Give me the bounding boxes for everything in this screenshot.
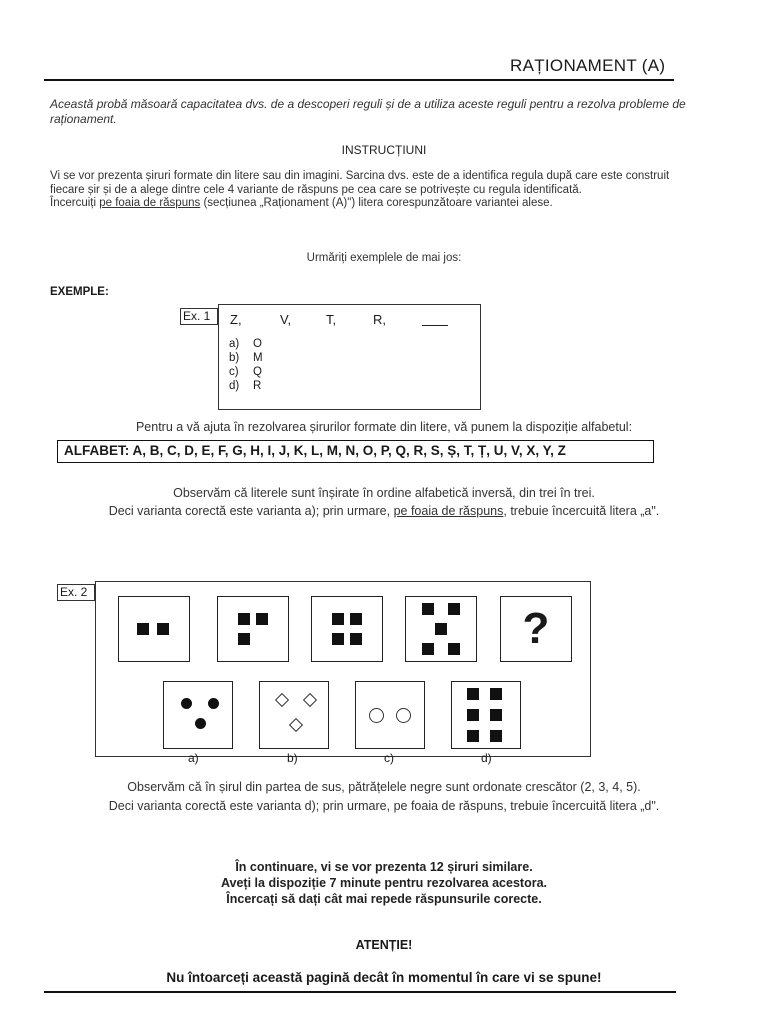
warning-title: ATENȚIE! — [355, 938, 413, 952]
answer-option-a-tile — [163, 681, 233, 749]
explanation-1-line-2: Deci varianta corectă este varianta a); prin urmare, pe foaia de răspuns, trebuie încercuită litera „a". — [108, 504, 660, 518]
outline-circle — [396, 708, 411, 723]
examples-intro: Urmăriți exemplele de mai jos: — [306, 252, 462, 264]
sequence-tile-4-squares — [311, 596, 383, 662]
alphabet-lead: Pentru a vă ajuta în rezolvarea șirurilor formate din litere, vă punem la dispoziție alfabetul: — [135, 420, 633, 434]
black-square — [422, 603, 434, 615]
black-square — [256, 613, 268, 625]
black-square — [238, 613, 250, 625]
black-square — [490, 730, 502, 742]
black-square — [332, 633, 344, 645]
black-square — [350, 613, 362, 625]
answer-option-d-label: d) — [481, 751, 492, 765]
answer-option-b-tile — [259, 681, 329, 749]
closing-instructions — [0, 859, 768, 907]
outline-diamond — [275, 693, 289, 707]
black-dot — [181, 698, 192, 709]
black-square — [490, 688, 502, 700]
sequence-tile-2-squares — [118, 596, 190, 662]
alphabet-box: ALFABET: A, B, C, D, E, F, G, H, I, J, K, L, M, N, O, P, Q, R, S, Ș, T, Ț, U, V, X, Y, Z — [57, 440, 654, 463]
answer-sheet-ref: pe foaia de răspuns — [99, 197, 201, 209]
example-2-explanation — [0, 778, 768, 816]
examples-label: EXEMPLE: — [50, 286, 109, 298]
instructions-line-2-post: (secțiunea „Raționament (A)") litera corespunzătoare variantei alese. — [200, 197, 553, 209]
outline-circle — [369, 708, 384, 723]
instructions-line-2 — [50, 197, 690, 211]
example-1-option: d) R — [229, 380, 262, 392]
black-dot — [208, 698, 219, 709]
black-square — [332, 613, 344, 625]
answer-option-b-label: b) — [287, 751, 298, 765]
sequence-tile-5-squares — [405, 596, 477, 662]
black-square — [422, 643, 434, 655]
outline-diamond — [303, 693, 317, 707]
example-1-seq-item: T, — [326, 312, 337, 327]
closing-line-2: Aveți la dispoziție 7 minute pentru rezolvarea acestora. — [220, 876, 548, 890]
answer-option-a-label: a) — [188, 751, 199, 765]
instructions-line-2-pre: Încercuiți — [50, 197, 100, 209]
example-1-explanation — [0, 484, 768, 520]
instructions-body — [50, 170, 690, 211]
black-dot — [195, 718, 206, 729]
black-square — [435, 623, 447, 635]
answer-option-c-tile — [355, 681, 425, 749]
bottom-rule — [44, 991, 676, 993]
black-square — [467, 709, 479, 721]
explanation-2-line-1: Observăm că în șirul din partea de sus, pătrățelele negre sunt ordonate crescător (2, 3, 4, 5). — [127, 780, 641, 794]
sequence-tile-3-squares — [217, 596, 289, 662]
black-square — [467, 688, 479, 700]
example-1-seq-item: R, — [373, 312, 386, 327]
example-1-option: b) M — [229, 352, 263, 364]
black-square — [137, 623, 149, 635]
answer-option-c-label: c) — [384, 751, 394, 765]
answer-option-d-tile — [451, 681, 521, 749]
explanation-2-line-2: Deci varianta corectă este varianta d); prin urmare, pe foaia de răspuns, trebuie încercuită litera „d". — [108, 799, 660, 813]
black-square — [490, 709, 502, 721]
closing-line-3: Încercați să dați cât mai repede răspunsurile corecte. — [226, 892, 542, 906]
question-mark: ? — [522, 604, 550, 653]
explanation-1-line-1: Observăm că literele sunt înșirate în ordine alfabetică inversă, din trei în trei. — [173, 486, 595, 500]
black-square — [448, 603, 460, 615]
outline-diamond — [289, 718, 303, 732]
question-tile — [500, 596, 572, 662]
top-rule — [44, 79, 674, 81]
test-intro: Această probă măsoară capacitatea dvs. de a descoperi reguli și de a utiliza aceste reguli pentru a rezolva probleme de raționament. — [50, 97, 686, 126]
example-1-option: c) Q — [229, 366, 262, 378]
black-square — [350, 633, 362, 645]
instructions-title: INSTRUCȚIUNI — [341, 143, 427, 157]
black-square — [448, 643, 460, 655]
example-2-tag: Ex. 2 — [57, 584, 95, 601]
example-1-seq-item: Z, — [230, 312, 242, 327]
black-square — [467, 730, 479, 742]
example-1-blank — [422, 325, 448, 326]
example-1-seq-item: V, — [280, 312, 292, 327]
answer-sheet-ref: pe foaia de răspuns — [393, 504, 504, 518]
black-square — [238, 633, 250, 645]
black-square — [157, 623, 169, 635]
warning-text: Nu întoarceți această pagină decât în momentul în care vi se spune! — [166, 970, 602, 985]
example-1-tag: Ex. 1 — [180, 308, 218, 325]
instructions-line-1: Vi se vor prezenta șiruri formate din litere sau din imagini. Sarcina dvs. este de a identifica regula după care este construit fiecare șir și de a alege dintre cele 4 variante de răspuns pe cea care se potrivește cu regula identificată. — [50, 170, 670, 196]
page-title: RAȚIONAMENT (A) — [510, 56, 666, 75]
closing-line-1: În continuare, vi se vor prezenta 12 șiruri similare. — [235, 860, 533, 874]
example-1-option: a) O — [229, 338, 262, 350]
